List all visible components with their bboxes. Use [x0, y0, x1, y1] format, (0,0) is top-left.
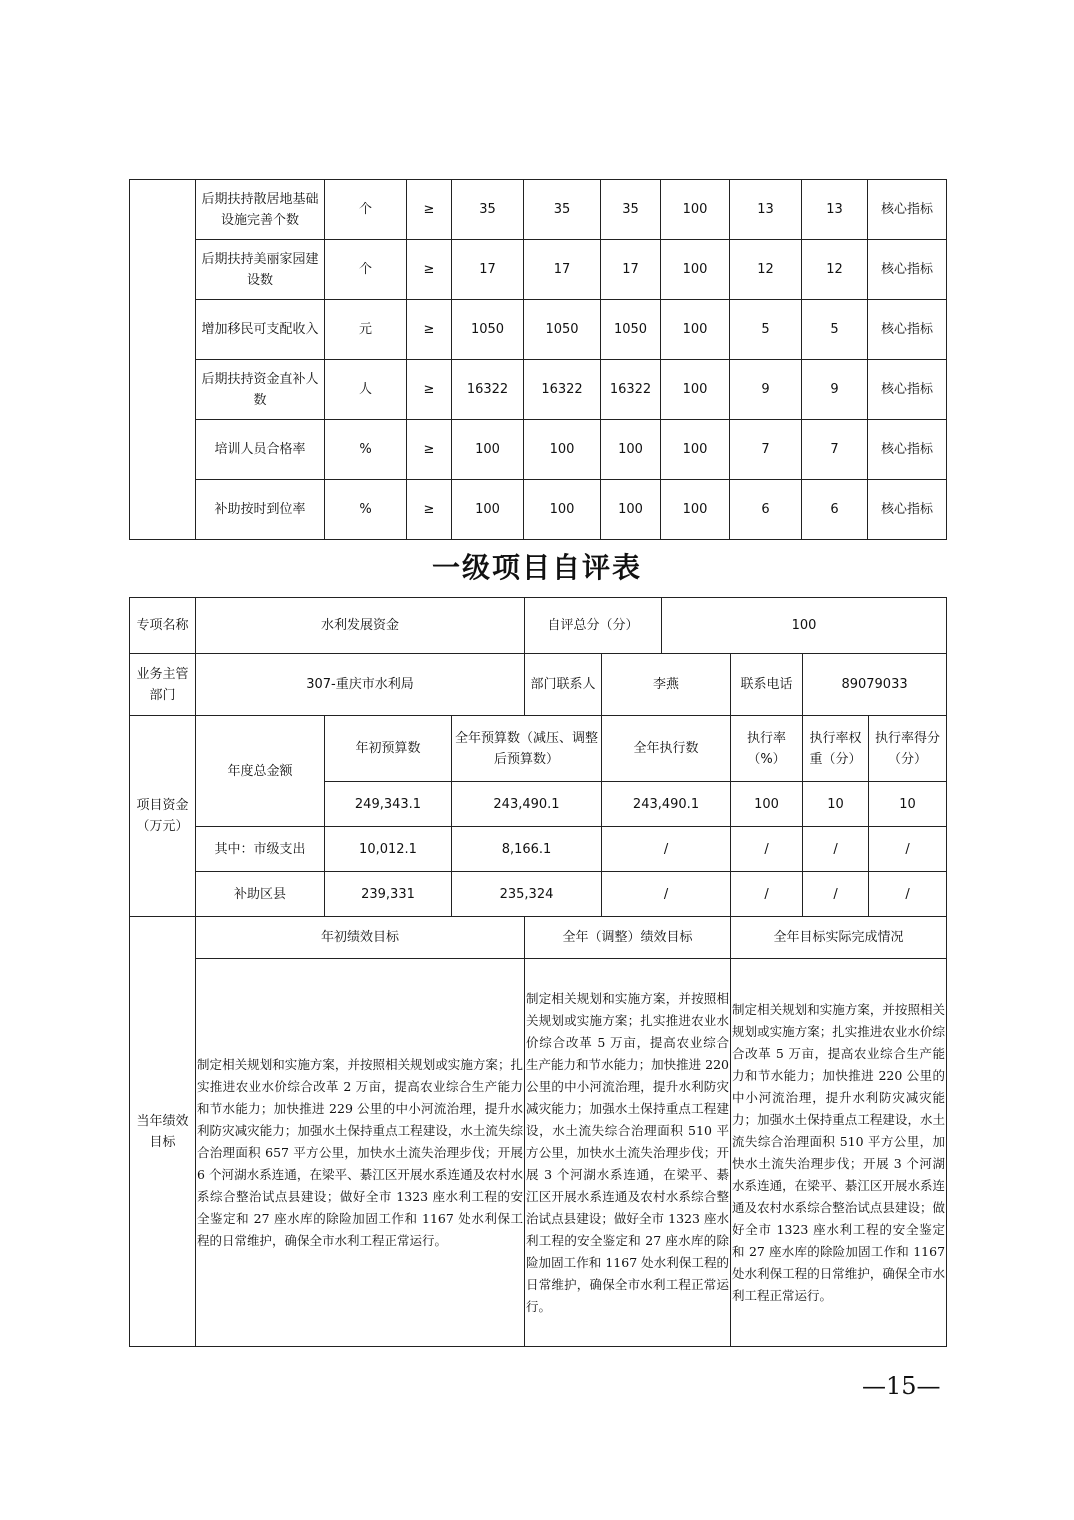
- page-number: —15—: [862, 1372, 941, 1400]
- funds-county-row: [130, 872, 947, 917]
- indicator-value: 100: [661, 360, 730, 420]
- indicator-type: 核心指标: [868, 240, 947, 300]
- rate-value: /: [731, 872, 803, 917]
- goals-text-row: [130, 959, 947, 1347]
- indicator-operator: ≥: [407, 360, 452, 420]
- project-name-label: 专项名称: [130, 598, 196, 654]
- indicator-unit: 元: [325, 300, 407, 360]
- goal-text-adjusted: 制定相关规划和实施方案，并按照相关规划或实施方案；扎实推进农业水价综合改革 5 万亩，提高农业综合生产能力和节水能力；加快推进 220 公里的中小河流治理，提升水利防灾减灾能力；加强水土保持重点工程建设，水土流失综合治理面积 510 平方公里，加快水土流失治理步伐；开展 3 个河湖水系连通，在梁平、綦江区开展水系连通及农村水系综合整治试点县建设；做好全市 1323 座水利工程的安全鉴定和 27 座水库的除险加固工作和 1167 处水利保工程的日常维护，确保全市水利工程正常运行。: [525, 959, 731, 1347]
- col-rate-header: 执行率（%）: [731, 716, 803, 782]
- col-initial-header: 年初预算数: [325, 716, 452, 782]
- indicator-value: 100: [524, 480, 601, 540]
- phone-label: 联系电话: [731, 654, 803, 716]
- indicator-value: 100: [524, 420, 601, 480]
- indicator-value: 100: [661, 180, 730, 240]
- goal-col-actual: 全年目标实际完成情况: [731, 917, 947, 959]
- indicator-value: 100: [661, 480, 730, 540]
- adjusted-value: 8,166.1: [452, 827, 602, 872]
- indicator-name: 后期扶持美丽家园建设数: [196, 240, 325, 300]
- department-row: [130, 654, 947, 716]
- contact-label: 部门联系人: [525, 654, 602, 716]
- indicator-value: 17: [601, 240, 661, 300]
- indicator-value: 100: [452, 480, 524, 540]
- indicator-name: 增加移民可支配收入: [196, 300, 325, 360]
- indicator-name: 后期扶持散居地基础设施完善个数: [196, 180, 325, 240]
- rate-value: 100: [731, 782, 803, 827]
- indicator-value: 100: [452, 420, 524, 480]
- score-value: /: [869, 827, 947, 872]
- weight-value: /: [803, 827, 869, 872]
- col-adjusted-header: 全年预算数（减压、调整后预算数）: [452, 716, 602, 782]
- indicator-value: 16322: [452, 360, 524, 420]
- indicator-row: [130, 420, 947, 480]
- goals-header-row: [130, 917, 947, 959]
- city-label: 其中：市级支出: [196, 827, 325, 872]
- goals-label: 当年绩效目标: [130, 917, 196, 1347]
- self-evaluation-table: [129, 597, 947, 1347]
- weight-value: /: [803, 872, 869, 917]
- col-executed-header: 全年执行数: [602, 716, 731, 782]
- score-value: 10: [869, 782, 947, 827]
- col-score-header: 执行率得分（分）: [869, 716, 947, 782]
- initial-value: 249,343.1: [325, 782, 452, 827]
- initial-value: 239,331: [325, 872, 452, 917]
- indicator-value: 6: [802, 480, 868, 540]
- goal-text-initial: 制定相关规划和实施方案，并按照相关规划或实施方案；扎实推进农业水价综合改革 2 万亩，提高农业综合生产能力和节水能力；加快推进 229 公里的中小河流治理，提升水利防灾减灾能力；加强水土保持重点工程建设，水土流失综合治理面积 657 平方公里，加快水土流失治理步伐；开展 6 个河湖水系连通，在梁平、綦江区开展水系连通及农村水系综合整治试点县建设；做好全市 1323 座水利工程的安全鉴定和 27 座水库的除险加固工作和 1167 处水利保工程的日常维护，确保全市水利工程正常运行。: [196, 959, 525, 1347]
- indicator-value: 100: [661, 240, 730, 300]
- indicator-value: 35: [601, 180, 661, 240]
- executed-value: /: [602, 872, 731, 917]
- indicator-row: [130, 240, 947, 300]
- category-cell: [130, 180, 196, 540]
- indicator-unit: 人: [325, 360, 407, 420]
- funds-label: 项目资金（万元）: [130, 716, 196, 917]
- goal-col-adjusted: 全年（调整）绩效目标: [525, 917, 731, 959]
- phone-value: 89079033: [803, 654, 947, 716]
- indicator-value: 17: [452, 240, 524, 300]
- indicator-value: 13: [802, 180, 868, 240]
- indicator-row: [130, 360, 947, 420]
- indicator-value: 100: [661, 420, 730, 480]
- indicator-value: 5: [802, 300, 868, 360]
- indicator-value: 7: [802, 420, 868, 480]
- indicator-type: 核心指标: [868, 180, 947, 240]
- indicator-table: [129, 179, 947, 540]
- weight-value: 10: [803, 782, 869, 827]
- indicator-value: 6: [730, 480, 802, 540]
- rate-value: /: [731, 827, 803, 872]
- department-label: 业务主管部门: [130, 654, 196, 716]
- total-score-label: 自评总分（分）: [525, 598, 662, 654]
- adjusted-value: 243,490.1: [452, 782, 602, 827]
- indicator-name: 后期扶持资金直补人数: [196, 360, 325, 420]
- indicator-operator: ≥: [407, 480, 452, 540]
- indicator-value: 1050: [452, 300, 524, 360]
- indicator-value: 100: [601, 480, 661, 540]
- indicator-value: 100: [601, 420, 661, 480]
- contact-value: 李燕: [602, 654, 731, 716]
- project-name-value: 水利发展资金: [196, 598, 525, 654]
- indicator-unit: 个: [325, 180, 407, 240]
- indicator-value: 1050: [524, 300, 601, 360]
- indicator-value: 17: [524, 240, 601, 300]
- indicator-value: 7: [730, 420, 802, 480]
- goal-col-initial: 年初绩效目标: [196, 917, 525, 959]
- indicator-type: 核心指标: [868, 480, 947, 540]
- indicator-row: [130, 300, 947, 360]
- indicator-value: 16322: [524, 360, 601, 420]
- funds-header-row: [130, 716, 947, 782]
- indicator-unit: 个: [325, 240, 407, 300]
- indicator-value: 35: [452, 180, 524, 240]
- annual-total-label: 年度总金额: [196, 716, 325, 827]
- indicator-value: 12: [730, 240, 802, 300]
- executed-value: /: [602, 827, 731, 872]
- funds-city-row: [130, 827, 947, 872]
- indicator-type: 核心指标: [868, 420, 947, 480]
- indicator-operator: ≥: [407, 300, 452, 360]
- indicator-type: 核心指标: [868, 300, 947, 360]
- project-name-row: [130, 598, 947, 654]
- col-weight-header: 执行率权重（分）: [803, 716, 869, 782]
- indicator-value: 100: [661, 300, 730, 360]
- page-title: 一级项目自评表: [431, 551, 642, 584]
- indicator-unit: %: [325, 480, 407, 540]
- indicator-value: 13: [730, 180, 802, 240]
- indicator-name: 培训人员合格率: [196, 420, 325, 480]
- indicator-row: [130, 480, 947, 540]
- department-value: 307-重庆市水利局: [196, 654, 525, 716]
- score-value: /: [869, 872, 947, 917]
- goal-text-actual: 制定相关规划和实施方案，并按照相关规划或实施方案；扎实推进农业水价综合改革 5 万亩，提高农业综合生产能力和节水能力；加快推进 220 公里的中小河流治理，提升水利防灾减灾能力；加强水土保持重点工程建设，水土流失综合治理面积 510 平方公里，加快水土流失治理步伐；开展 3 个河湖水系连通，在梁平、綦江区开展水系连通及农村水系综合整治试点县建设；做好全市 1323 座水利工程的安全鉴定和 27 座水库的除险加固工作和 1167 处水利保工程的日常维护，确保全市水利工程正常运行。: [731, 959, 947, 1347]
- indicator-name: 补助按时到位率: [196, 480, 325, 540]
- total-score-value: 100: [662, 598, 947, 654]
- indicator-value: 9: [730, 360, 802, 420]
- indicator-operator: ≥: [407, 420, 452, 480]
- adjusted-value: 235,324: [452, 872, 602, 917]
- initial-value: 10,012.1: [325, 827, 452, 872]
- indicator-type: 核心指标: [868, 360, 947, 420]
- county-label: 补助区县: [196, 872, 325, 917]
- indicator-value: 16322: [601, 360, 661, 420]
- indicator-value: 35: [524, 180, 601, 240]
- indicator-operator: ≥: [407, 180, 452, 240]
- indicator-value: 1050: [601, 300, 661, 360]
- executed-value: 243,490.1: [602, 782, 731, 827]
- indicator-row: [130, 180, 947, 240]
- indicator-value: 9: [802, 360, 868, 420]
- indicator-value: 5: [730, 300, 802, 360]
- indicator-value: 12: [802, 240, 868, 300]
- indicator-operator: ≥: [407, 240, 452, 300]
- indicator-unit: %: [325, 420, 407, 480]
